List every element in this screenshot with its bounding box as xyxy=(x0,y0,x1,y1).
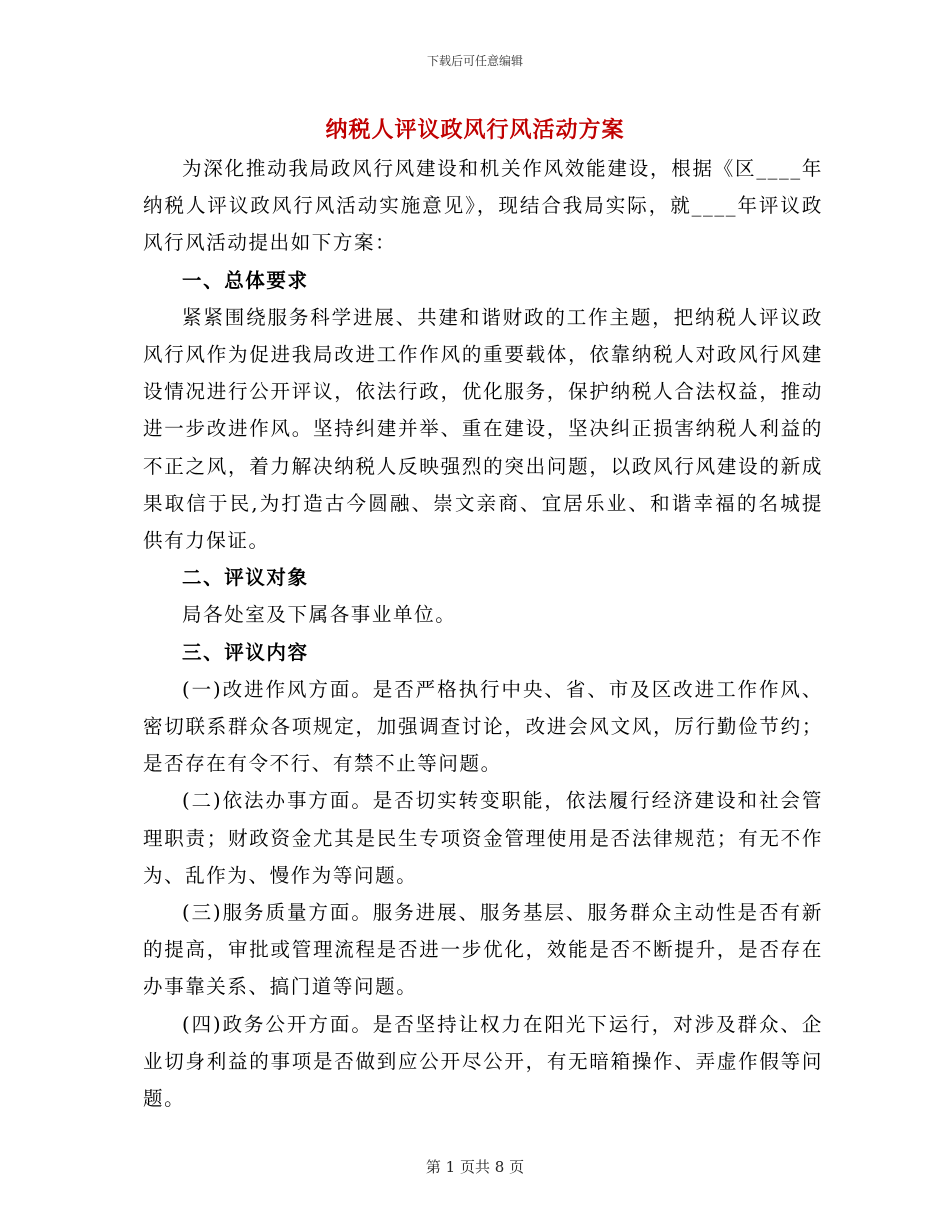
document-title: 纳税人评议政风行风活动方案 xyxy=(325,117,625,143)
section-body-review-targets: 局各处室及下属各事业单位。 xyxy=(182,603,457,627)
section-heading-review-targets: 二、评议对象 xyxy=(182,566,309,590)
page-number-footer: 第 1 页共 8 页 xyxy=(425,1158,525,1176)
review-item-service-quality: (三)服务质量方面。服务进展、服务基层、服务群众主动性是否有新的提高，审批或管理流程是否进一步优化，效能是否不断提升，是否存在办事靠关系、搞门道等问题。 xyxy=(143,901,823,999)
section-heading-review-content: 三、评议内容 xyxy=(182,640,309,664)
intro-paragraph: 为深化推动我局政风行风建设和机关作风效能建设，根据《区____年纳税人评议政风行风活动实施意见》，现结合我局实际，就____年评议政风行风活动提出如下方案： xyxy=(143,157,823,255)
header-note: 下载后可任意编辑 xyxy=(426,54,523,68)
section-heading-overall-requirements: 一、总体要求 xyxy=(182,268,309,292)
review-item-work-style: (一)改进作风方面。是否严格执行中央、省、市及区改进工作作风、密切联系群众各项规定，加强调查讨论，改进会风文风，厉行勤俭节约；是否存在有令不行、有禁不止等问题。 xyxy=(143,677,823,776)
review-item-lawful-conduct: (二)依法办事方面。是否切实转变职能，依法履行经济建设和社会管理职责；财政资金尤其是民生专项资金管理使用是否法律规范；有无不作为、乱作为、慢作为等问题。 xyxy=(143,789,823,887)
section-body-overall-requirements: 紧紧围绕服务科学进展、共建和谐财政的工作主题，把纳税人评议政风行风作为促进我局改进工作作风的重要载体，依靠纳税人对政风行风建设情况进行公开评议，依法行政，优化服务，保护纳税人合法权益，推动进一步改进作风。坚持纠建并举、重在建设，坚决纠正损害纳税人利益的不正之风，着力解决纳税人反映强烈的突出问题，以政风行风建设的新成果取信于民,为打造古今圆融、崇文亲商、宜居乐业、和谐幸福的名城提供有力保证。 xyxy=(143,305,823,553)
document-body xyxy=(143,150,823,1117)
review-item-government-transparency: (四)政务公开方面。是否坚持让权力在阳光下运行，对涉及群众、企业切身利益的事项是否做到应公开尽公开，有无暗箱操作、弄虚作假等问题。 xyxy=(143,1012,823,1111)
